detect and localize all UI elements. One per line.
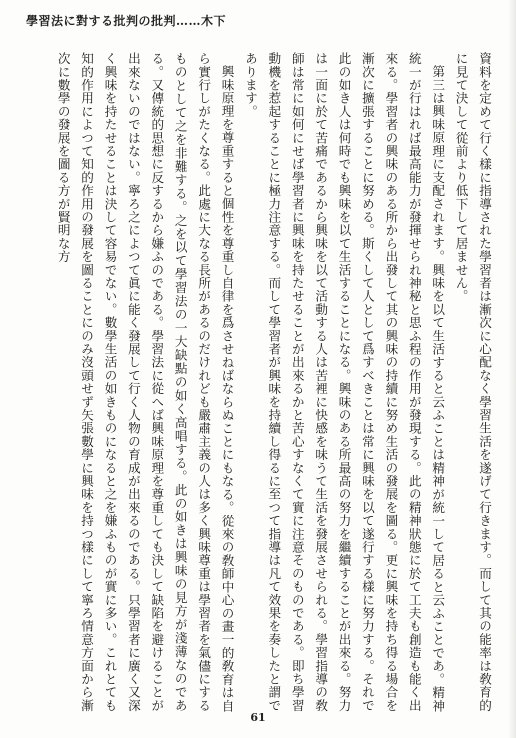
paragraph-3: 興味原理を尊重すると個性を尊重し自律を爲させねばならぬことにもなる。從來の敎師中心の畫一的敎育は自ら實行しがたくなる。此處に大なる長所があるのだけれども嚴肅主義の人は多く興味尊重は學習者を氣儘にするものとして之を非難する。之を以て學習法の一大缺點の如く高唱する。此の如きは興味の見方が淺薄なのである。又傳統的思想に反するから嫌ふのである。學習法に從へば興味原理を尊重しても決して缺陷を避けることが出來ないのではない。寧ろ之によつて眞に能く發展して行く人物の育成が出來るのである。只學習者に廣く又深く興味を持たせることは決して容易でない。數學生活の如きものになると之を嫌ふものが實に多い。これとても知的作用によつて知的作用の發展を圖ることにのみ沒頭せず矢張數學に興味を持つ樣にして寧ろ情意方面から漸次に數學の發展を圖る方が賢明な方 (55, 52, 235, 712)
page-number: 61 (250, 711, 266, 724)
running-head: 學習法に對する批判の批判……木下 (26, 14, 227, 28)
page-gutter-shadow (508, 0, 516, 738)
body-text (18, 52, 496, 712)
paragraph-2: 第三は興味原理に支配されます。興味を以て生活すると云ふことは精神が統一して居ると云ふことであ。精神統一が行はれば最高能力が發揮せられ神秘と思ふ程の作用が發現する。此の精神狀態に於て工夫も創造も能く出來る。學習者の興味のある所から出發して其の興味の持續に努め生活の發展を圖る。更に興味を持ち得る場合を漸次に擴張することに努める。斯くして人として爲すべきことは常に興味を以て遂行する樣に努力する。それで此の如き人は何時でも興味を以て生活することになる。興味のある所最高の努力を繼續することが出來る。努力は一面に於て苦痛であるから興味を以て活動する人は苦裡に快感を味うて生活を發展させられる。學習指導の敎師は常に如何にせば學習者に興味を持たせることが出來るかと苦心すなくて實に注意そのものである。即ち學習動機を惹起することに極力注意する。而して學習者が興味を持續し得るに至つて指導は凡て效果を奏したと謂であります。 (242, 52, 446, 712)
paragraph-1: 資料を定めて行く樣に指導された學習者は漸次に心配なく學習生活を遂げて行きます。而して其の能率は敎育的に見て決して從前より低下して居ません。 (453, 52, 492, 712)
